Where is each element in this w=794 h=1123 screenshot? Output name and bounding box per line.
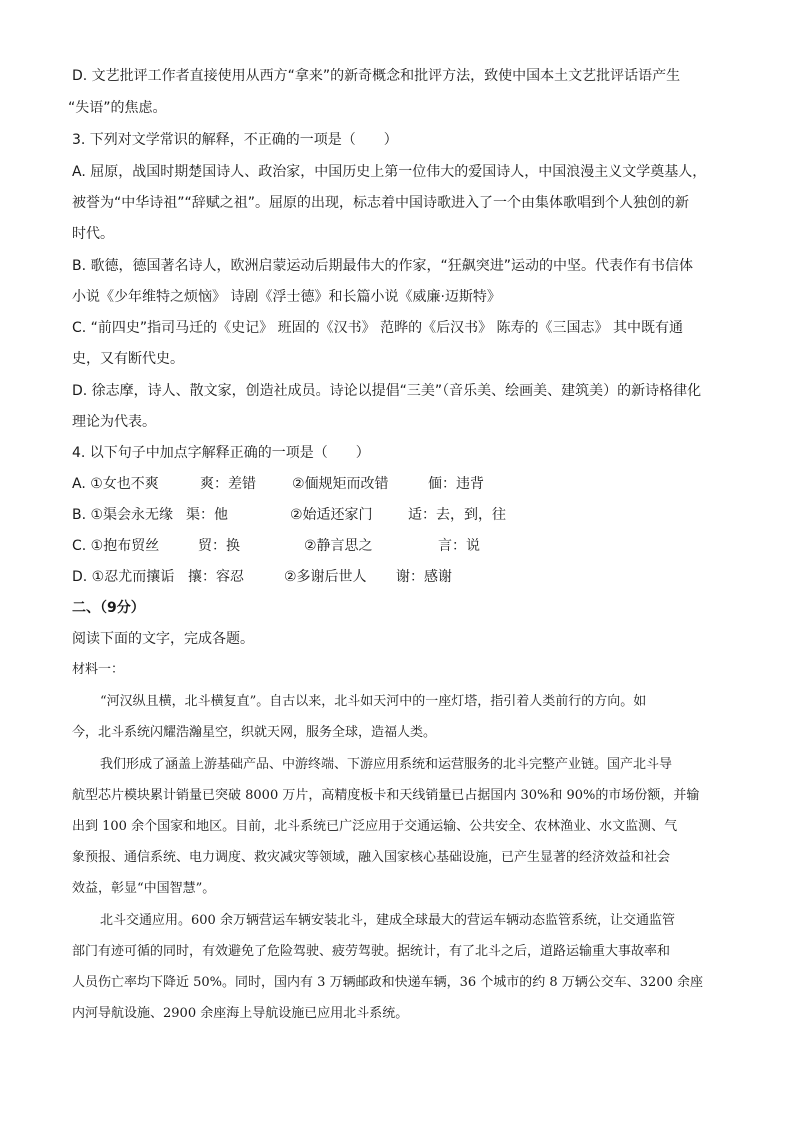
q4-option-d-gloss-1: 攘：容忍 [188,569,244,585]
q3-option-c-line-1: C. “前四史”指司马迁的《史记》 班固的《汉书》 范晔的《后汉书》 陈寿的《三国志》 其中既有通 [72,320,683,336]
q4-option-a-sentence-1: A. ①女也不爽 [72,476,159,492]
q4-option-b-gloss-1: 渠：他 [186,507,228,523]
q3-option-a-line-3: 时代。 [72,226,114,242]
material-1-p3-line-1: 北斗交通应用。600 余万辆营运车辆安装北斗，建成全球最大的营运车辆动态监管系统，让交通监管 [100,913,675,928]
q3-option-d-line-2: 理论为代表。 [72,414,156,430]
q3-option-c-line-2: 史，又有断代史。 [72,351,184,367]
q4-option-c-gloss-2: 言：说 [438,538,480,554]
q4-option-c-gloss-1: 贸：换 [198,538,240,554]
q4-stem: 4. 以下句子中加点字解释正确的一项是（ ） [72,445,370,461]
q4-option-b-sentence-2: ②始适还家门 [290,507,373,523]
q4-option-b-gloss-2: 适：去，到，往 [408,507,506,523]
q3-option-b-line-1: B. 歌德，德国著名诗人，欧洲启蒙运动后期最伟大的作家，“狂飙突进”运动的中坚。代表作有书信体 [72,258,694,274]
q3-option-a-line-2: 被誉为“中华诗祖”“辞赋之祖”。屈原的出现，标志着中国诗歌进入了一个由集体歌唱到个人独创的新 [72,195,690,211]
material-1-p2-line-1: 我们形成了涵盖上游基础产品、中游终端、下游应用系统和运营服务的北斗完整产业链。国产北斗导 [100,757,673,772]
material-1-p2-line-4: 象预报、通信系统、电力调度、救灾减灾等领域，融入国家核心基础设施，已产生显著的经济效益和社会 [72,850,671,865]
material-1-p3-line-4: 内河导航设施、2900 余座海上导航设施已应用北斗系统。 [72,1006,409,1021]
q3-option-b-line-2: 小说《少年维特之烦恼》 诗剧《浮士德》和长篇小说《威廉·迈斯特》 [72,289,501,305]
q4-option-a-gloss-2: 偭：违背 [428,476,484,492]
q4-option-d-gloss-2: 谢：感谢 [396,569,452,585]
q4-option-a-gloss-1: 爽：差错 [200,476,256,492]
material-1-p2-line-5: 效益，彰显“中国智慧”。 [72,881,216,896]
material-1-p2-line-3: 出到 100 余个国家和地区。目前，北斗系统已广泛应用于交通运输、公共安全、农林渔业、水文监测、气 [72,819,678,834]
q4-option-d-sentence-1: D. ①忍尤而攘诟 [72,569,175,585]
q4-option-c-sentence-1: C. ①抱布贸丝 [72,538,160,554]
q4-option-b-sentence-1: B. ①渠会永无缘 [72,507,174,523]
material-1-p1-line-1: “河汉纵且横，北斗横复直”。自古以来，北斗如天河中的一座灯塔，指引着人类前行的方向。如 [100,694,647,709]
q2-option-d-line-2: “失语”的焦虑。 [68,100,167,116]
q2-option-d-line-1: D. 文艺批评工作者直接使用从西方“拿来”的新奇概念和批评方法，致使中国本土文艺批评话语产生 [72,68,681,84]
material-1-label: 材料一： [72,662,125,677]
section-2-heading: 二、（9分） [72,600,145,616]
material-1-p3-line-3: 人员伤亡率均下降近 50%。同时，国内有 3 万辆邮政和快递车辆，36 个城市的约 8 万辆公交车、3200 余座 [72,975,703,990]
q4-option-d-sentence-2: ②多谢后世人 [284,569,367,585]
q4-option-a-sentence-2: ②偭规矩而改错 [292,476,389,492]
q3-option-a-line-1: A. 屈原，战国时期楚国诗人、政治家，中国历史上第一位伟大的爱国诗人，中国浪漫主义文学奠基人， [72,164,707,180]
q4-option-c-sentence-2: ②静言思之 [304,538,373,554]
material-1-p2-line-2: 航型芯片模块累计销量已突破 8000 万片，高精度板卡和天线销量已占据国内 30%和 90%的市场份额，并输 [72,788,700,803]
section-2-instruction: 阅读下面的文字，完成各题。 [72,631,254,647]
material-1-p3-line-2: 部门有迹可循的同时，有效避免了危险驾驶、疲劳驾驶。据统计，有了北斗之后，道路运输重大事故率和 [72,944,671,959]
q3-option-d-line-1: D. 徐志摩，诗人、散文家，创造社成员。诗论以提倡“三美”（音乐美、绘画美、建筑美）的新诗格律化 [72,383,702,399]
material-1-p1-line-2: 今，北斗系统闪耀浩瀚星空，织就天网，服务全球，造福人类。 [72,725,437,740]
q3-stem: 3. 下列对文学常识的解释，不正确的一项是（ ） [72,132,398,148]
